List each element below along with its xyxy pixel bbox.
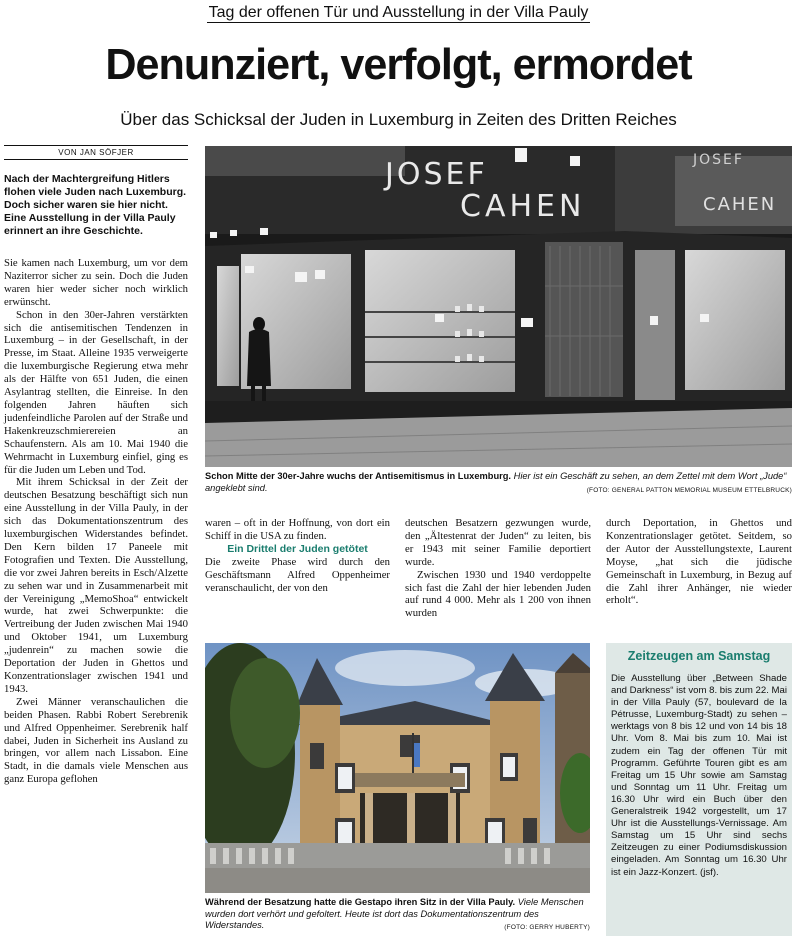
paragraph: durch Deportation, in Ghettos und Konzentrationslager getötet. Seitdem, so der Autor der Ausstellungstexte, Laurent Moyse, „hat sich die jüdische Gemeinschaft in Luxemburg, in Bezug auf die Zahl ihrer Anhänger, nie wieder erholt“.	[606, 517, 792, 607]
shop-photo-caption	[205, 471, 792, 496]
sign-josef-reflection: JOSEF	[693, 152, 744, 168]
caption-bold: Schon Mitte der 30er-Jahre wuchs der Antisemitismus in Luxemburg.	[205, 471, 512, 481]
article-column-2	[205, 517, 390, 594]
paragraph: deutschen Besatzern gezwungen wurde, den „Ältestenrat der Juden“ zu leiten, bis er 1943 mit seiner Familie deportiert wurde.	[405, 517, 591, 568]
caption-bold: Während der Besatzung hatte die Gestapo ihren Sitz in der Villa Pauly.	[205, 897, 516, 907]
villa-photo-caption	[205, 897, 590, 934]
info-box-title: Zeitzeugen am Samstag	[627, 649, 771, 663]
caption-italic: Viele Menschen wurden dort verhört und gefoltert. Heute ist dort das Dokumentationszentrum des Widerstandes.	[205, 897, 584, 930]
article-column-4	[606, 517, 792, 607]
shop-photo-image	[205, 146, 792, 467]
paragraph: waren – oft in der Hoffnung, von dort ein Schiff in die USA zu finden.	[205, 517, 390, 542]
paragraph: Schon in den 30er-Jahren verstärkten sich die antisemitischen Tendenzen in Luxemburg – in der Gesellschaft, in der Presse, im Staat. Alleine 1935 verweigerte die luxemburgische Regierung etwa mehr als der Hälfte von 651 Juden, die einen Asylantrag stellten, die Einreise. In den folgenden Jahren häuften sich judenfeindliche Parolen auf der Straße und Hakenkreuzschmierereien an Schaufenstern. Als am 10. Mai 1940 die Wehrmacht in Luxemburg einfiel, ging es für die Juden um Leben und Tod.	[4, 308, 188, 476]
sign-cahen: CAHEN	[460, 189, 586, 224]
kicker-text: Tag der offenen Tür und Ausstellung in der Villa Pauly	[208, 4, 589, 21]
paragraph: Zwischen 1930 und 1940 verdoppelte sich fast die Zahl der hier lebenden Juden auf rund 4 000. Mehr als 1 200 von ihnen wurden	[405, 568, 591, 620]
shop-photo	[205, 146, 792, 467]
info-box	[606, 643, 792, 936]
paragraph: Die zweite Phase wird durch den Geschäftsmann Alfred Oppenheimer veranschaulicht, der von den	[205, 555, 390, 594]
paragraph: Mit ihrem Schicksal in der Zeit der deutschen Besatzung beschäftigt sich nun eine Ausstellung in der Villa Pauly, in der sich das Dokumentationszentrum des luxemburgischen Widerstandes befindet. Den Kern bilden 17 Paneele mit Fotografien und Texten. Die Ausstellung, die vor zwei Jahren bereits in Esch/Alzette zu sehen war und in Zusammenarbeit mit der Vereinigung „MemoShoa“ entwickelt wurde, hat zwei Schwerpunkte: die Vertreibung der Juden zwischen Mai 1940 und Oktober 1941, um Luxemburg „judenrein“ zu machen sowie die Deportation der Juden in Ghettos und Konzentrationslager zwischen 1941 und 1943.	[4, 476, 188, 695]
photo-credit: (FOTO: GERRY HUBERTY)	[504, 924, 590, 931]
caption-italic: Hier ist ein Geschäft zu sehen, an dem Zettel mit dem Wort „Jude“ angeklebt sind.	[205, 471, 787, 493]
sign-cahen-reflection: CAHEN	[703, 194, 777, 215]
sign-josef: JOSEF	[385, 157, 488, 192]
info-box-text: Die Ausstellung über „Between Shade and Darkness“ ist vom 8. bis zum 22. Mai in der Villa Pauly (57, boulevard de la Pétrusse, Luxemburg-Stadt) zu sehen – werktags von 8 bis 12 und von 14 bis 18 Uhr. Vom 8. Mai bis zum 10. Mai ist zudem ein Tag der offenen Tür mit Programm. Geführte Touren gibt es am Freitag um 15 Uhr sowie am Samstag und Sonntag um 11 Uhr. Freitag um 16.30 Uhr wird ein Buch über den Generalstreik 1942 vorgestellt, um 17 Uhr ist die Ausstellungs-Vernissage. Am Samstag um 15 Uhr sind sechs Zeitzeugen zu einer Podiumsdiskussion eingeladen. Am Sonntag um 16.30 Uhr ist ein Jazz-Konzert. (jsf).	[611, 673, 787, 878]
paragraph: Sie kamen nach Luxemburg, um vor dem Naziterror sicher zu sein. Doch die Juden waren hier weder sicher noch wirklich erwünscht.	[4, 257, 188, 308]
kicker	[0, 3, 797, 23]
article-column-1	[4, 257, 188, 786]
subheadline: Über das Schicksal der Juden in Luxemburg in Zeiten des Dritten Reiches	[120, 110, 677, 129]
article-column-3	[405, 517, 591, 620]
intro-lead: Nach der Machtergreifung Hitlers flohen viele Juden nach Luxemburg. Doch sicher waren sie hier nicht. Eine Ausstellung in der Villa Pauly erinnert an ihre Geschichte.	[4, 173, 187, 237]
villa-photo-image	[205, 643, 590, 893]
paragraph: Zwei Männer veranschaulichen die beiden Phasen. Rabbi Robert Serebrenik und Alfred Oppenheimer. Serebrenik half dabei, Juden in Sicherheit ins Ausland zu bringen, vor allem nach Lissabon. Eine Stadt, in die damals viele Menschen aus ganz Europa geflohen	[4, 695, 188, 786]
author-byline: VON JAN SÖFJER	[4, 145, 188, 160]
photo-credit: (FOTO: GENERAL PATTON MEMORIAL MUSEUM ETTELBRUCK)	[586, 486, 792, 494]
villa-photo	[205, 643, 590, 893]
headline: Denunziert, verfolgt, ermordet	[105, 40, 692, 89]
subheading: Ein Drittel der Juden getötet	[227, 542, 368, 555]
